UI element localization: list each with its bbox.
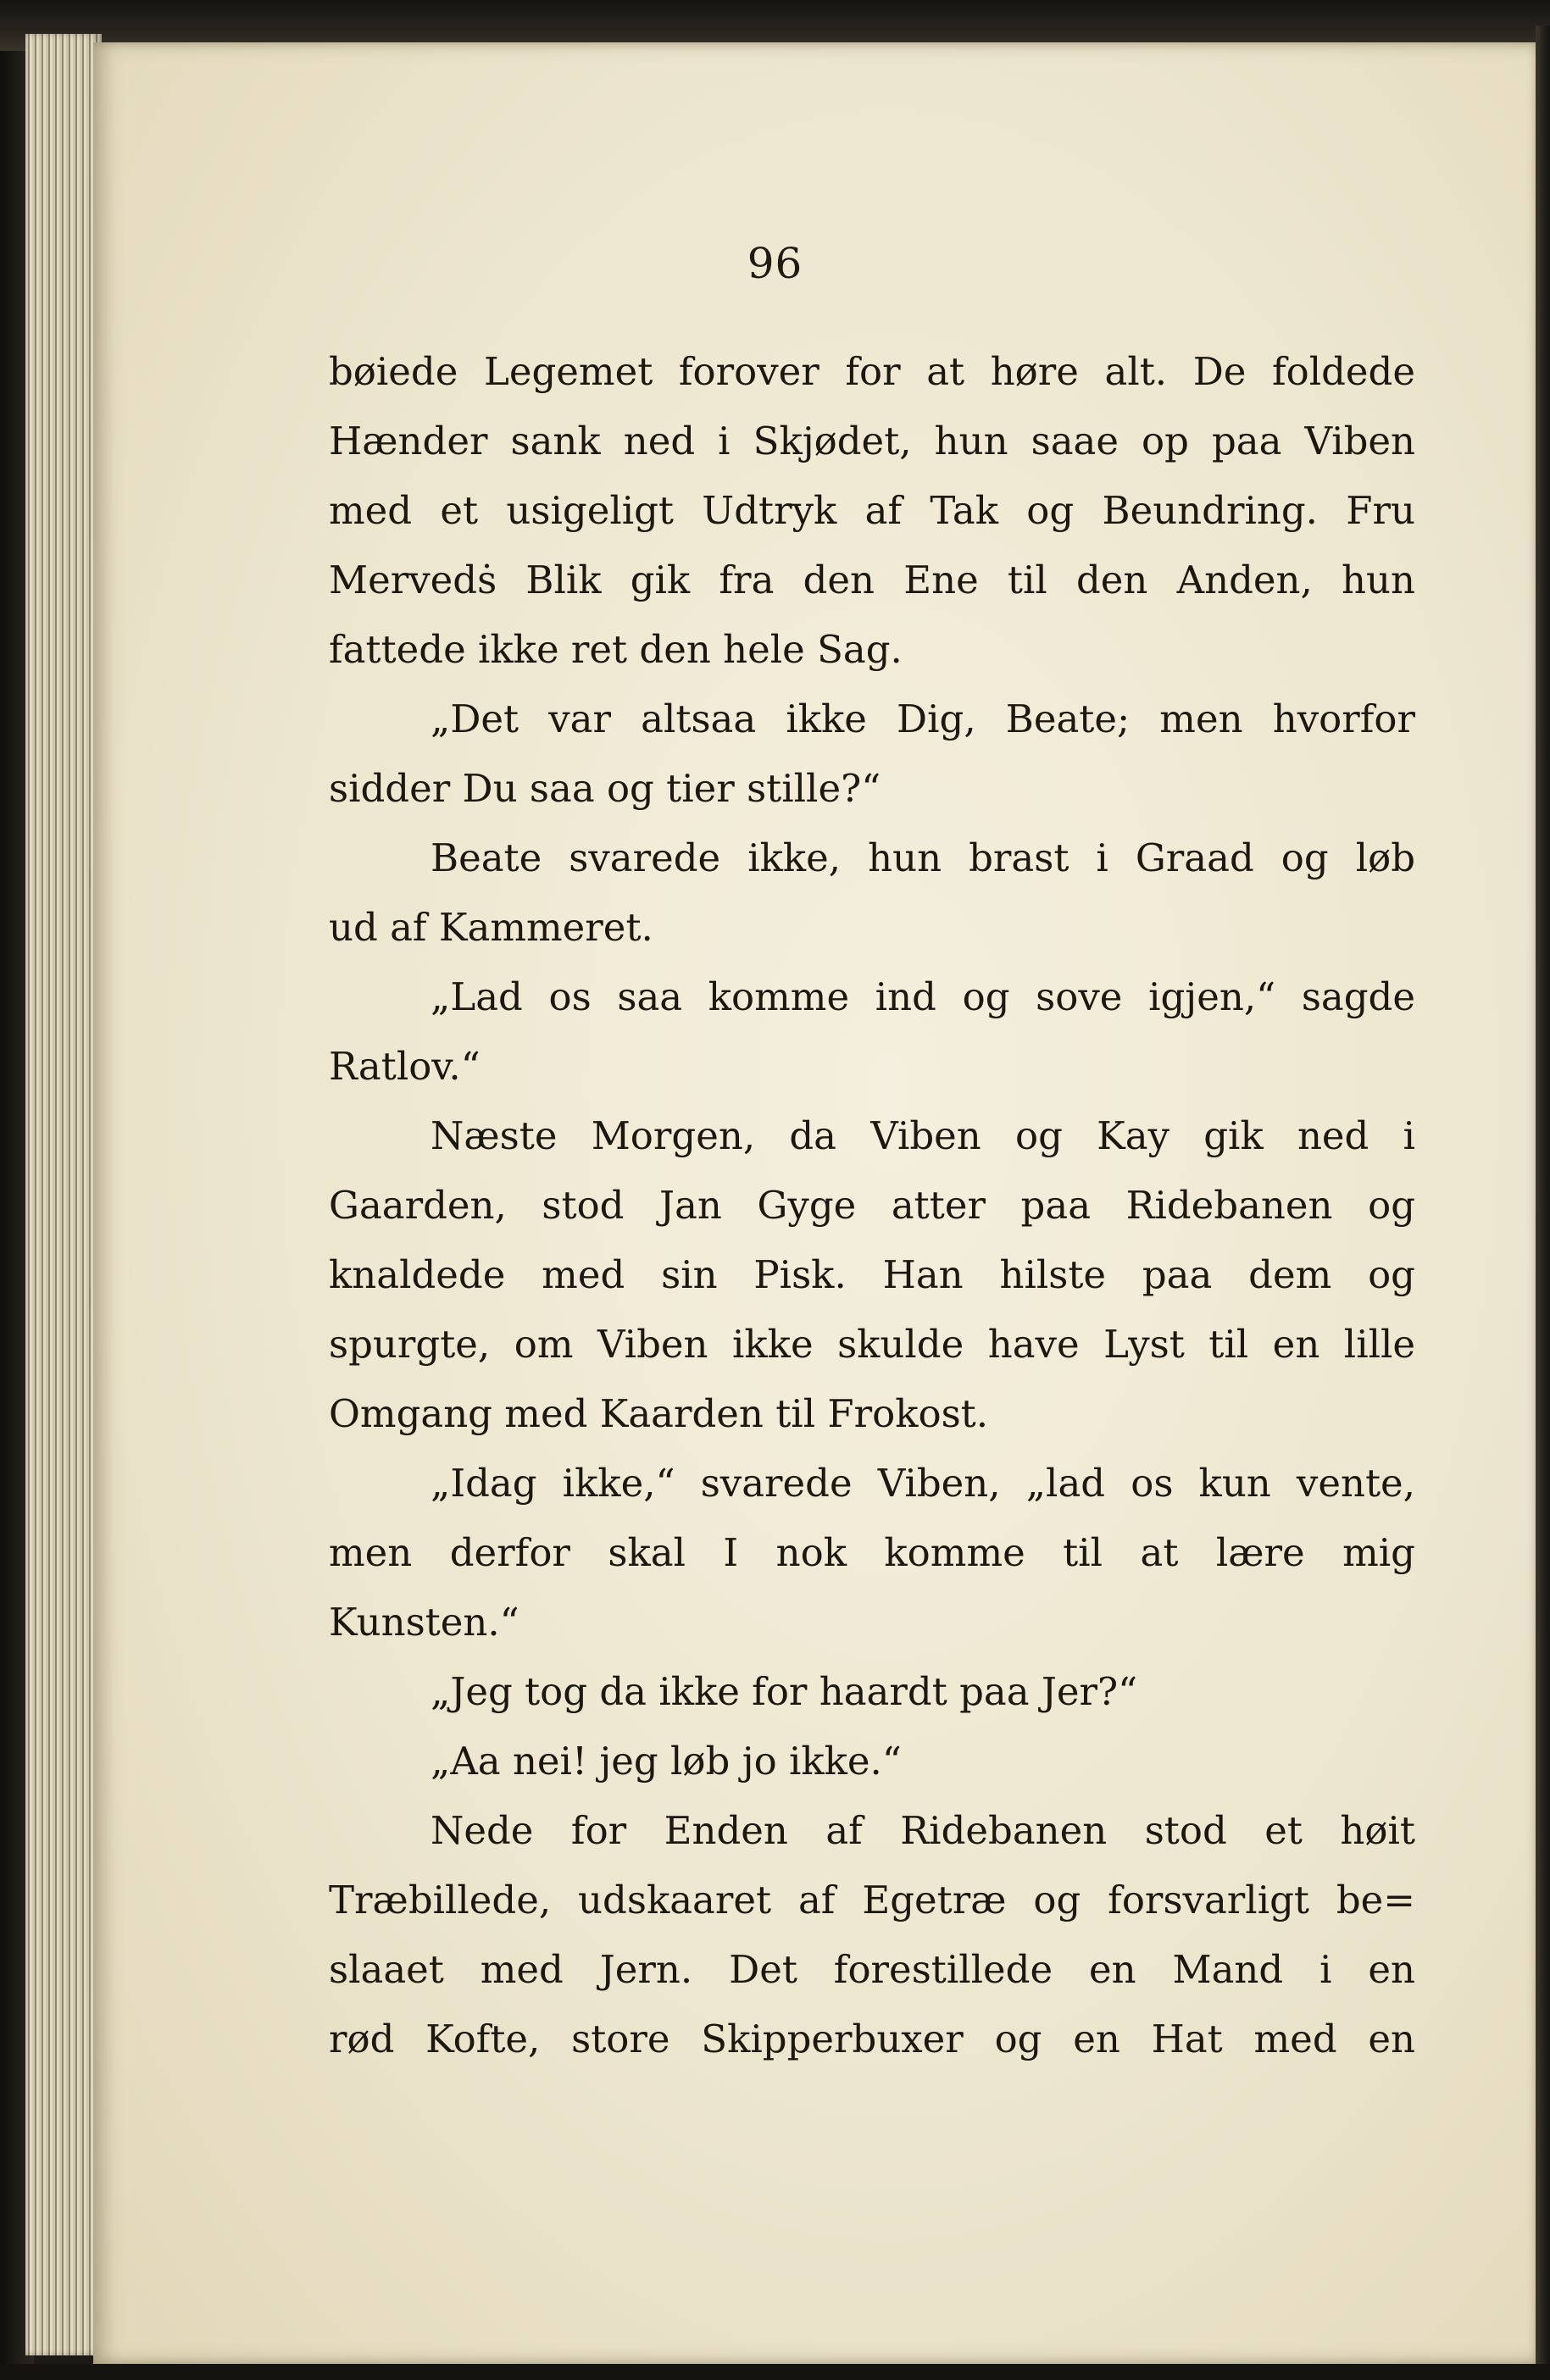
text-line: „Jeg tog da ikke for haardt paa Jer?“ — [431, 1669, 1138, 1714]
text-line: Hænder sank ned i Skjødet, hun saae op paa Viben — [329, 419, 1415, 463]
text-line: Træbillede, udskaaret af Egetræ og forsvarligt be= — [329, 1878, 1415, 1922]
text-line: med et usigeligt Udtryk af Tak og Beundring. Fru — [329, 488, 1415, 533]
text-line: Mervedṡ Blik gik fra den Ene til den Anden, hun — [329, 558, 1415, 602]
text-line: bøiede Legemet forover for at høre alt. De foldede — [329, 349, 1415, 394]
text-line: slaaet med Jern. Det forestillede en Mand i en — [329, 1947, 1415, 1992]
text-line: Omgang med Kaarden til Frokost. — [329, 1391, 989, 1436]
body-text — [329, 337, 1415, 2074]
right-edge — [1536, 25, 1550, 2380]
text-line: spurgte, om Viben ikke skulde have Lyst til en lille — [329, 1322, 1415, 1367]
bottom-edge — [0, 2364, 1550, 2380]
page-number: 96 — [747, 239, 803, 288]
text-line: Nede for Enden af Ridebanen stod et høit — [431, 1808, 1415, 1853]
text-line: „Aa nei! jeg løb jo ikke.“ — [431, 1739, 902, 1784]
text-line: Kunsten.“ — [329, 1600, 519, 1645]
text-line: fattede ikke ret den hele Sag. — [329, 627, 903, 672]
text-line: Ratlov.“ — [329, 1044, 481, 1089]
text-line: Næste Morgen, da Viben og Kay gik ned i — [431, 1113, 1415, 1158]
text-line: Gaarden, stod Jan Gyge atter paa Ridebanen og — [329, 1183, 1415, 1228]
text-line: ud af Kammeret. — [329, 905, 653, 950]
text-line: rød Kofte, store Skipperbuxer og en Hat med en — [329, 2017, 1415, 2061]
text-line: „Det var altsaa ikke Dig, Beate; men hvorfor — [431, 696, 1415, 741]
text-line: „Idag ikke,“ svarede Viben, „lad os kun vente, — [431, 1461, 1415, 1506]
text-line: knaldede med sin Pisk. Han hilste paa dem og — [329, 1252, 1415, 1297]
page-edges — [25, 34, 102, 2355]
text-line: „Lad os saa komme ind og sove igjen,“ sagde — [431, 974, 1415, 1019]
text-line: Beate svarede ikke, hun brast i Graad og løb — [431, 835, 1415, 880]
text-line: sidder Du saa og tier stille?“ — [329, 766, 881, 811]
text-line: men derfor skal I nok komme til at lære mig — [329, 1530, 1415, 1575]
